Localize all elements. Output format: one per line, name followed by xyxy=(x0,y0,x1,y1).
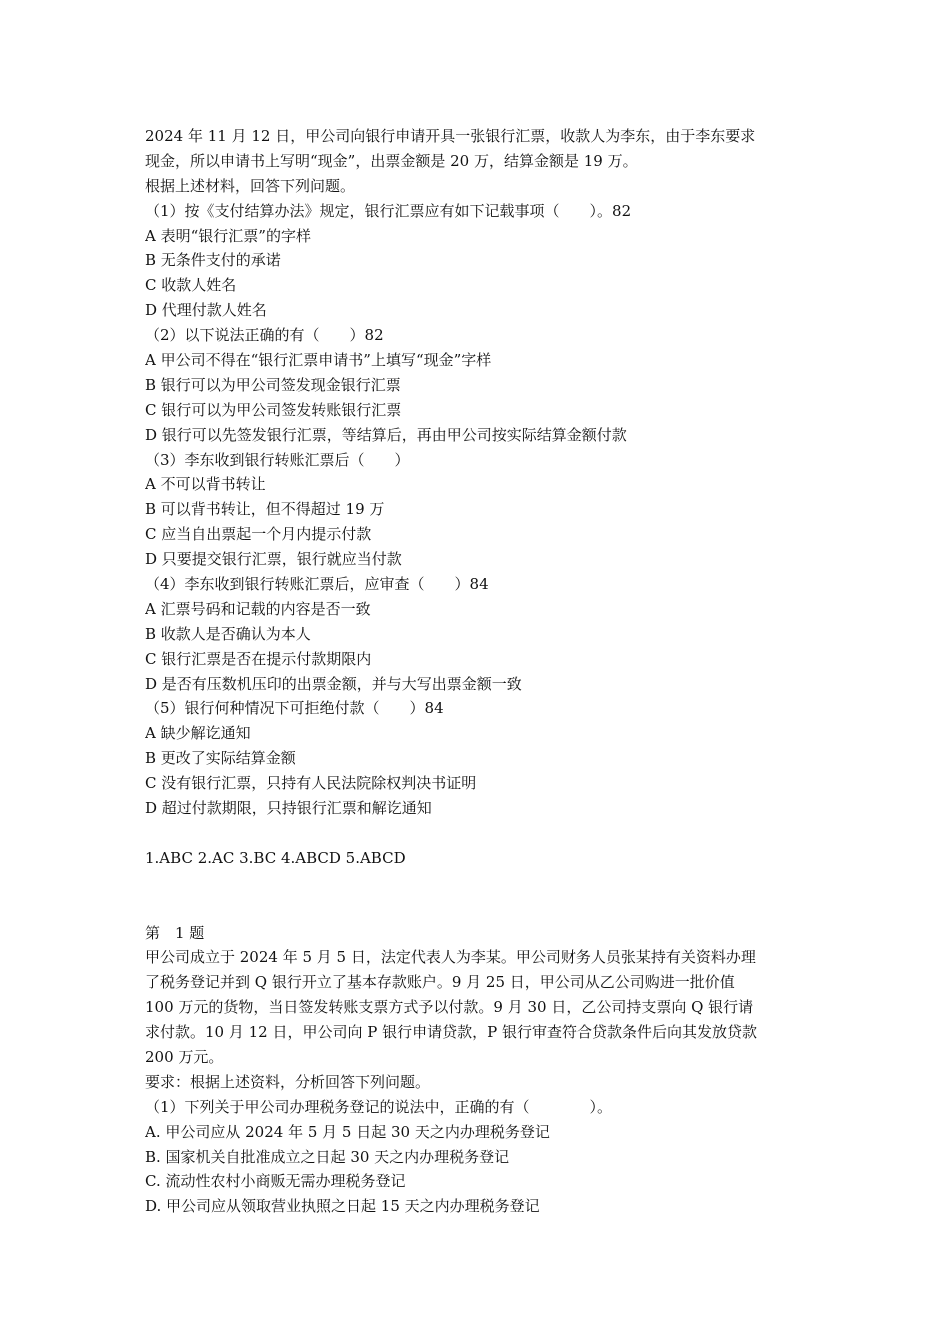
question-option: A 甲公司不得在“银行汇票申请书”上填写“现金”字样 xyxy=(145,351,492,370)
question-option: D 只要提交银行汇票，银行就应当付款 xyxy=(145,550,402,569)
question-stem: （4）李东收到银行转账汇票后，应审查（ ）84 xyxy=(145,575,489,594)
question-option: C. 流动性农村小商贩无需办理税务登记 xyxy=(145,1172,406,1191)
paragraph-line: 求付款。10 月 12 日，甲公司向 P 银行申请贷款，P 银行审查符合贷款条件后向其发放贷款 xyxy=(145,1023,757,1042)
question-stem: （1）下列关于甲公司办理税务登记的说法中，正确的有（ ）。 xyxy=(145,1097,613,1116)
intro-line-1: 2024 年 11 月 12 日，甲公司向银行申请开具一张银行汇票，收款人为李东，由于李东要求 xyxy=(145,127,756,145)
document-page xyxy=(145,124,810,1219)
question-option: C 银行汇票是否在提示付款期限内 xyxy=(145,649,372,668)
question-option: A 表明“银行汇票”的字样 xyxy=(145,226,311,245)
question-option: C 银行可以为甲公司签发转账银行汇票 xyxy=(145,400,402,419)
question-option: D 银行可以先签发银行汇票，等结算后，再由甲公司按实际结算金额付款 xyxy=(145,425,627,444)
paragraph-line: 了税务登记并到 Q 银行开立了基本存款账户。9 月 25 日，甲公司从乙公司购进一批价值 xyxy=(145,973,735,992)
instruction-text: 要求：根据上述资料，分析回答下列问题。 xyxy=(145,1072,431,1091)
intro-line-2: 现金，所以申请书上写明“现金”，出票金额是 20 万，结算金额是 19 万。 xyxy=(145,151,638,170)
section-heading: 第 1 题 xyxy=(145,923,205,942)
question-stem: （1）按《支付结算办法》规定，银行汇票应有如下记载事项（ ）。82 xyxy=(145,201,632,220)
question-option: B 可以背书转让，但不得超过 19 万 xyxy=(145,500,385,519)
question-option: B. 国家机关自批准成立之日起 30 天之内办理税务登记 xyxy=(145,1147,510,1166)
question-option: A 汇票号码和记载的内容是否一致 xyxy=(145,599,371,618)
question-option: C 没有银行汇票，只持有人民法院除权判决书证明 xyxy=(145,774,477,793)
question-option: D. 甲公司应从领取营业执照之日起 15 天之内办理税务登记 xyxy=(145,1197,540,1216)
question-option: A. 甲公司应从 2024 年 5 月 5 日起 30 天之内办理税务登记 xyxy=(145,1122,550,1141)
question-option: A 缺少解讫通知 xyxy=(145,724,251,743)
question-option: B 无条件支付的承诺 xyxy=(145,251,281,270)
question-option: D 代理付款人姓名 xyxy=(145,301,267,320)
blank-line xyxy=(145,871,810,921)
question-option: A 不可以背书转让 xyxy=(145,475,266,494)
paragraph-line: 200 万元。 xyxy=(145,1047,224,1066)
question-stem: （3）李东收到银行转账汇票后（ ） xyxy=(145,450,410,469)
question-option: C 应当自出票起一个月内提示付款 xyxy=(145,525,372,544)
question-option: B 银行可以为甲公司签发现金银行汇票 xyxy=(145,375,401,394)
question-option: B 更改了实际结算金额 xyxy=(145,749,296,768)
instruction-text: 根据上述材料，回答下列问题。 xyxy=(145,176,356,195)
question-option: B 收款人是否确认为本人 xyxy=(145,624,311,643)
question-stem: （5）银行何种情况下可拒绝付款（ ）84 xyxy=(145,699,444,718)
question-option: C 收款人姓名 xyxy=(145,276,237,295)
answer-key: 1.ABC 2.AC 3.BC 4.ABCD 5.ABCD xyxy=(145,848,406,867)
paragraph-line: 甲公司成立于 2024 年 5 月 5 日，法定代表人为李某。甲公司财务人员张某持有关资料办理 xyxy=(145,948,756,967)
paragraph-line: 100 万元的货物，当日签发转账支票方式予以付款。9 月 30 日，乙公司持支票向 Q 银行请 xyxy=(145,998,754,1017)
question-option: D 是否有压数机压印的出票金额，并与大写出票金额一致 xyxy=(145,674,522,693)
question-option: D 超过付款期限，只持银行汇票和解讫通知 xyxy=(145,799,432,818)
blank-line xyxy=(145,821,810,846)
question-stem: （2）以下说法正确的有（ ）82 xyxy=(145,326,384,345)
